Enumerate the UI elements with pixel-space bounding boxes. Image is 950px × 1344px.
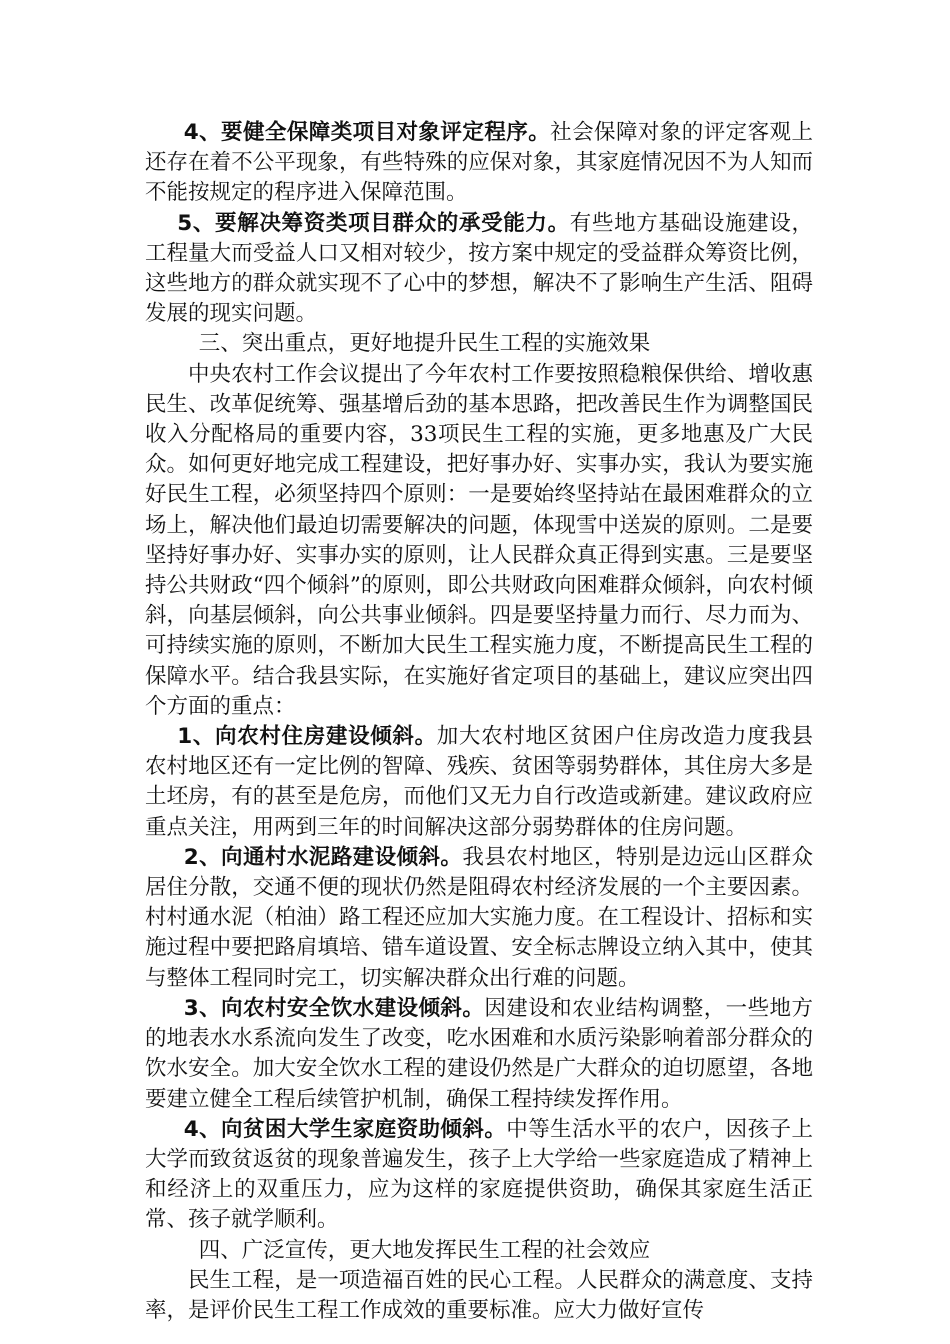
section-heading-4: 四、广泛宣传，更大地发挥民生工程的社会效应 bbox=[198, 1237, 651, 1263]
paragraph-lead: 4、要健全保障类项目对象评定程序。 bbox=[183, 120, 551, 145]
item-body: 中等生活水平的农户，因孩子上大学而致贫返贫的现象普遍发生，孩子上大学给一些家庭造成了精神上和经济上的双重压力，应为这样的家庭提供资助，确保其家庭生活正常、孩子就学顺利。 bbox=[145, 1116, 813, 1233]
item-body: 加大农村地区贫困户住房改造力度我县农村地区还有一定比例的智障、残疾、贫困等弱势群体，其住房大多是土坯房，有的甚至是危房，而他们又无力自行改造或新建。建议政府应重点关注，用两到三年的时间解决这部分弱势群体的住房问题。 bbox=[145, 724, 813, 840]
paragraph-item-4 bbox=[145, 118, 813, 209]
item-lead: 1、向农村住房建设倾斜。 bbox=[177, 724, 437, 750]
item-lead: 4、向贫困大学生家庭资助倾斜。 bbox=[183, 1116, 507, 1142]
list-item-students bbox=[145, 1115, 813, 1236]
section-intro-3: 中央农村工作会议提出了今年农村工作要按照稳粮保供给、增收惠民生、改革促统筹、强基增后劲的基本思路，把改善民生作为调整国民收入分配格局的重要内容，33项民生工程的实施，更多地惠及广大民众。如何更好地完成工程建设，把好事办好、实事办实，我认为要实施好民生工程，必须坚持四个原则：一是要始终坚持站在最困难群众的立场上，解决他们最迫切需要解决的问题，体现雪中送炭的原则。二是要坚持好事办好、实事办实的原则，让人民群众真正得到实惠。三是要坚持公共财政“四个倾斜”的原则，即公共财政向困难群众倾斜，向农村倾斜，向基层倾斜，向公共事业倾斜。四是要坚持量力而行、尽力而为、可持续实施的原则，不断加大民生工程实施力度，不断提高民生工程的保障水平。结合我县实际，在实施好省定项目的基础上，建议应突出四个方面的重点： bbox=[145, 361, 813, 719]
paragraph-lead: 5、要解决筹资类项目群众的承受能力。 bbox=[177, 210, 570, 236]
item-lead: 2、向通村水泥路建设倾斜。 bbox=[183, 844, 463, 870]
list-item-housing bbox=[145, 722, 813, 843]
paragraph-body: 社会保障对象的评定客观上还存在着不公平现象，有些特殊的应保对象，其家庭情况因不为人知而不能按规定的程序进入保障范围。 bbox=[145, 120, 813, 206]
paragraph-body: 有些地方基础设施建设，工程量大而受益人口又相对较少，按方案中规定的受益群众筹资比例，这些地方的群众就实现不了心中的梦想，解决不了影响生产生活、阻碍发展的现实问题。 bbox=[145, 210, 813, 327]
list-item-roads bbox=[145, 843, 813, 994]
document-page bbox=[145, 118, 813, 1326]
item-lead: 3、向农村安全饮水建设倾斜。 bbox=[183, 995, 485, 1021]
item-body: 因建设和农业结构调整，一些地方的地表水水系流向发生了改变，吃水困难和水质污染影响着部分群众的饮水安全。加大安全饮水工程的建设仍然是广大群众的迫切愿望，各地要建立健全工程后续管护机制，确保工程持续发挥作用。 bbox=[145, 995, 813, 1112]
list-item-water bbox=[145, 994, 813, 1115]
item-body: 我县农村地区，特别是边远山区群众居住分散，交通不便的现状仍然是阻碍农村经济发展的一个主要因素。村村通水泥（柏油）路工程还应加大实施力度。在工程设计、招标和实施过程中要把路肩填培、错车道设置、安全标志牌设立纳入其中，使其与整体工程同时完工，切实解决群众出行难的问题。 bbox=[145, 844, 813, 991]
paragraph-item-5 bbox=[145, 209, 813, 330]
section-heading-3: 三、突出重点，更好地提升民生工程的实施效果 bbox=[198, 331, 651, 357]
section-intro-4: 民生工程，是一项造福百姓的民心工程。人民群众的满意度、支持率，是评价民生工程工作成效的重要标准。应大力做好宣传 bbox=[145, 1267, 813, 1323]
